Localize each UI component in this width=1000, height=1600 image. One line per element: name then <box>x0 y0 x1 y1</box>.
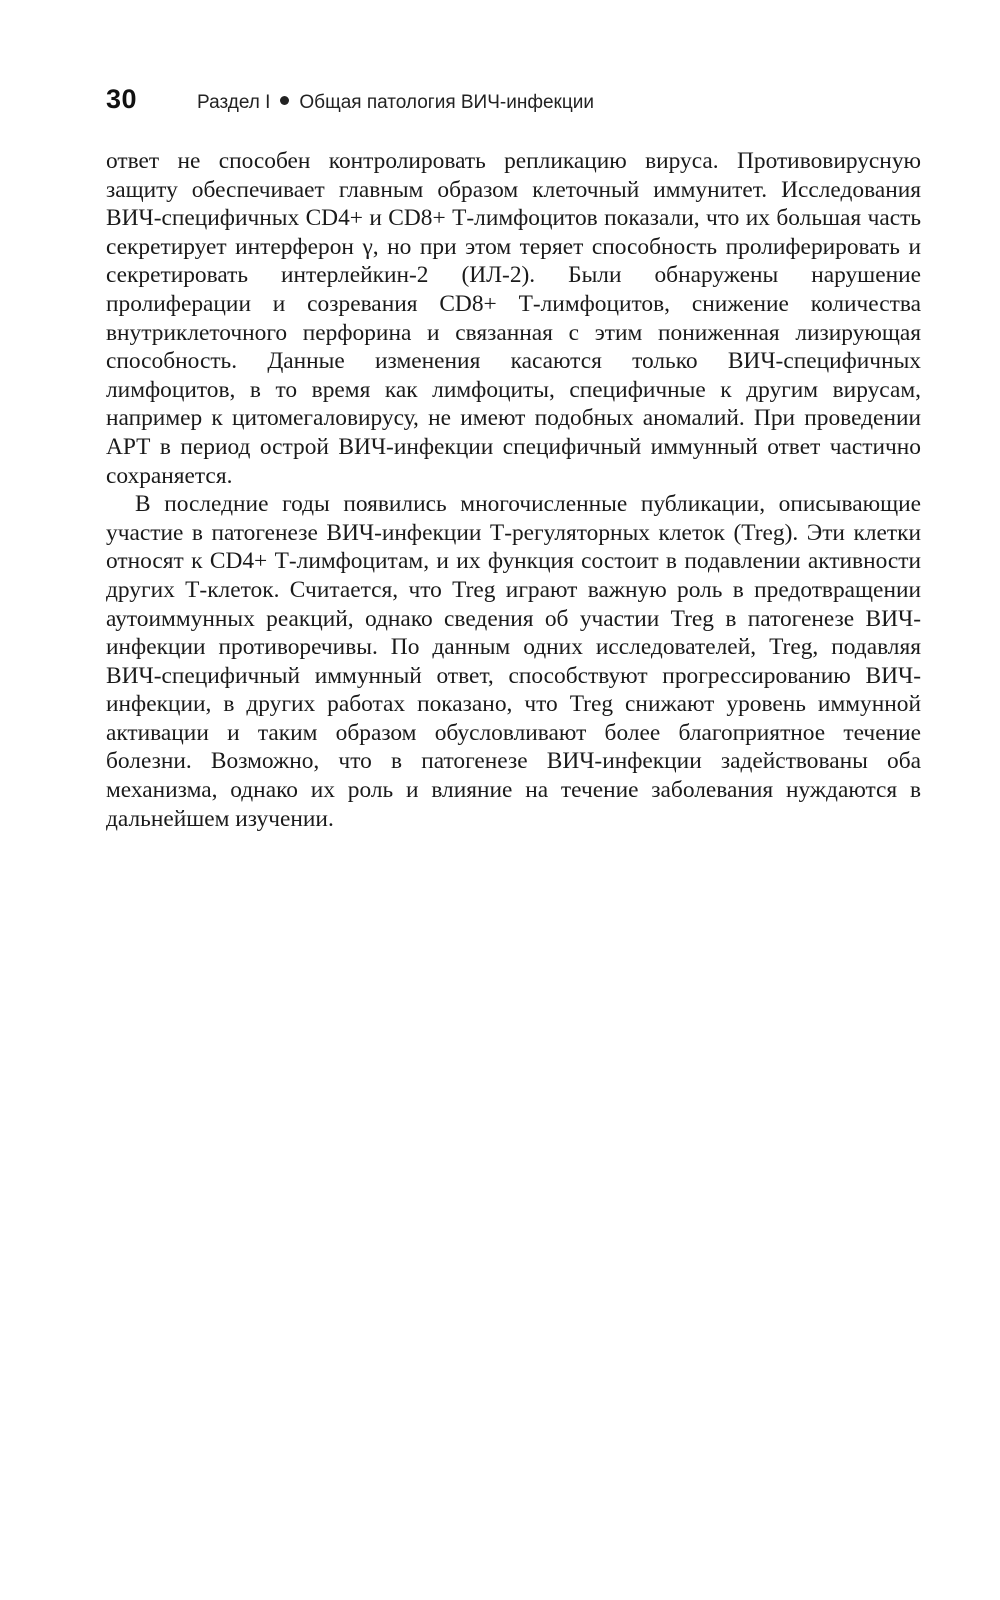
paragraph-treg: В последние годы появились многочисленные публикации, описывающие участие в патогенезе ВИЧ-инфекции Т-регуляторных клеток (Treg). Эти клетки относят к CD4+ Т-лимфоцитам, и их функция состоит в подавлении активности других Т-клеток. Считается, что Treg играют важную роль в предотвращении аутоиммунных реакций, однако сведения об участии Treg в патогенезе ВИЧ-инфекции противоречивы. По данным одних исследователей, Treg, подавляя ВИЧ-специфичный иммунный ответ, способствуют прогрессированию ВИЧ-инфекции, в других работах показано, что Treg снижают уровень иммунной активации и таким образом обусловливают более благоприятное течение болезни. Возможно, что в патогенезе ВИЧ-инфекции задействованы оба механизма, однако их роль и влияние на течение заболевания нуждаются в дальнейшем изучении. <box>106 491 921 832</box>
section-label: Раздел I <box>197 92 271 113</box>
page-number: 30 <box>106 84 138 114</box>
chapter-title: Общая патология ВИЧ-инфекции <box>299 92 594 113</box>
page-body <box>106 147 921 833</box>
bullet-separator-icon <box>280 96 289 105</box>
paragraph-continued: ответ не способен контролировать репликацию вируса. Противовирусную защиту обеспечивает главным образом клеточный иммунитет. Исследования ВИЧ-специфичных CD4+ и CD8+ Т-лимфоцитов показали, что их большая часть секретирует интерферон γ, но при этом теряет способность пролиферировать и секретировать интерлейкин-2 (ИЛ-2). Были обнаружены нарушение пролиферации и созревания CD8+ Т-лимфоцитов, снижение количества внутриклеточного перфорина и связанная с этим пониженная лизирующая способность. Данные изменения касаются только ВИЧ-специфичных лимфоцитов, в то время как лимфоциты, специфичные к другим вирусам, например к цитомегаловирусу, не имеют подобных аномалий. При проведении АРТ в период острой ВИЧ-инфекции специфичный иммунный ответ частично сохраняется. <box>106 148 921 489</box>
running-header <box>106 84 926 124</box>
running-head <box>197 92 594 114</box>
